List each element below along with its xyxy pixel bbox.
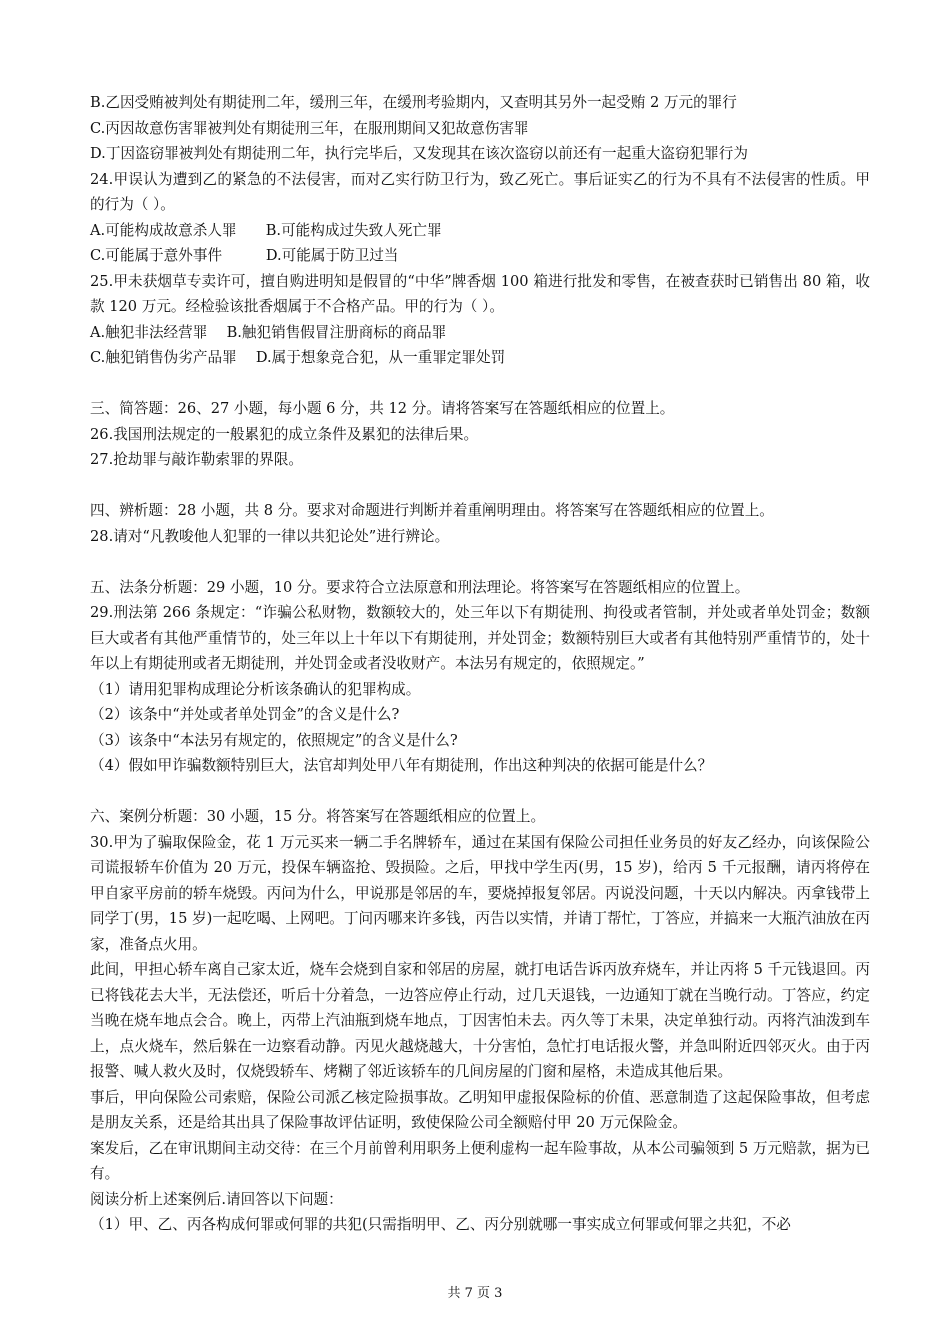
q29-statute-text: 29.刑法第 266 条规定：“诈骗公私财物，数额较大的，处三年以下有期徒刑、拘役或者管制，并处或者单处罚金；数额巨大或者有其他严重情节的，处三年以上十年以下有期徒刑，并处罚金；数额特别巨大或者有其他特别严重情节的，处十年以上有期徒刑或者无期徒刑，并处罚金或者没收财产。本法另有规定的，依照规定。”	[90, 604, 870, 672]
q29-sub1: （1）请用犯罪构成理论分析该条确认的犯罪构成。	[90, 680, 421, 698]
q23-option-c: C.丙因故意伤害罪被判处有期徒刑三年，在服刑期间又犯故意伤害罪	[90, 119, 529, 137]
q24-stem: 24.甲误认为遭到乙的紧急的不法侵害，而对乙实行防卫行为，致乙死亡。事后证实乙的行为不具有不法侵害的性质。甲的行为（ ）。	[90, 170, 870, 213]
q29-sub3: （3）该条中“本法另有规定的，依照规定”的含义是什么?	[90, 731, 458, 749]
q23-option-d: D.丁因盗窃罪被判处有期徒刑二年，执行完毕后，又发现其在该次盗窃以前还有一起重大盗窃犯罪行为	[90, 145, 748, 162]
section4-heading: 四、辨析题：28 小题，共 8 分。要求对命题进行判断并着重阐明理由。将答案写在答题纸相应的位置上。	[90, 502, 774, 519]
section6-heading: 六、案例分析题：30 小题，15 分。将答案写在答题纸相应的位置上。	[90, 808, 546, 825]
spacer	[90, 549, 870, 575]
section5-heading: 五、法条分析题：29 小题，10 分。要求符合立法原意和刑法理论。将答案写在答题纸相应的位置上。	[90, 578, 750, 596]
q25-options-ab: A.触犯非法经营罪 B.触犯销售假冒注册商标的商品罪	[90, 323, 447, 341]
q30-question-1: （1）甲、乙、丙各构成何罪或何罪的共犯(只需指明甲、乙、丙分别就哪一事实成立何罪或何罪之共犯，不必	[90, 1216, 791, 1233]
q26-text: 26.我国刑法规定的一般累犯的成立条件及累犯的法律后果。	[90, 425, 479, 443]
q25-stem: 25.甲未获烟草专卖许可，擅自购进明知是假冒的“中华”牌香烟 100 箱进行批发和零售，在被查获时已销售出 80 箱，收款 120 万元。经检验该批香烟属于不合格产品。甲的行为（ ）。	[90, 272, 870, 315]
q23-option-b: B.乙因受贿被判处有期徒刑二年，缓刑三年，在缓刑考验期内，又查明其另外一起受贿 2 万元的罪行	[90, 94, 737, 111]
q25-options-cd: C.触犯销售伪劣产品罪 D.属于想象竞合犯，从一重罪定罪处罚	[90, 349, 506, 366]
q27-text: 27.抢劫罪与敲诈勒索罪的界限。	[90, 451, 303, 468]
spacer	[90, 473, 870, 499]
q30-paragraph-5: 阅读分析上述案例后.请回答以下问题：	[90, 1190, 343, 1208]
spacer	[90, 779, 870, 805]
q30-paragraph-4: 案发后，乙在审讯期间主动交待：在三个月前曾利用职务上便利虚构一起车险事故，从本公司骗领到 5 万元赔款，据为已有。	[90, 1139, 870, 1182]
q30-paragraph-2: 此间，甲担心轿车离自己家太近，烧车会烧到自家和邻居的房屋，就打电话告诉丙放弃烧车，并让丙将 5 千元钱退回。丙已将钱花去大半，无法偿还，听后十分着急，一边答应停止行动，过几天退钱，一边通知丁就在当晚行动。丁答应，约定当晚在烧车地点会合。晚上，丙带上汽油瓶到烧车地点，丁因害怕未去。丙久等丁未果，决定单独行动。丙将汽油泼到车上，点火烧车，然后躲在一边察看动静。丙见火越烧越大，十分害怕，急忙打电话报火警，并急叫附近四邻灭火。由于丙报警、喊人救火及时，仅烧毁轿车、烤糊了邻近该轿车的几间房屋的门窗和屋格，未造成其他后果。	[90, 961, 870, 1080]
q28-text: 28.请对“凡教唆他人犯罪的一律以共犯论处”进行辨论。	[90, 527, 450, 545]
exam-page-body	[90, 90, 870, 1238]
q24-options-cd: C.可能属于意外事件 D.可能属于防卫过当	[90, 247, 399, 264]
q29-sub4: （4）假如甲诈骗数额特别巨大，法官却判处甲八年有期徒刑，作出这种判决的依据可能是什么？	[90, 757, 713, 774]
section3-heading: 三、简答题：26、27 小题，每小题 6 分，共 12 分。请将答案写在答题纸相应的位置上。	[90, 400, 675, 417]
q30-paragraph-1: 30.甲为了骗取保险金，花 1 万元买来一辆二手名牌轿车，通过在某国有保险公司担任业务员的好友乙经办，向该保险公司谎报轿车价值为 20 万元，投保车辆盗抢、毁损险。之后，甲找中学生丙(男，15 岁)，给丙 5 千元报酬，请丙将停在甲自家平房前的轿车烧毁。丙问为什么，甲说那是邻居的车，要烧掉报复邻居。丙说没问题，十天以内解决。丙拿钱带上同学丁(男，15 岁)一起吃喝、上网吧。丁问丙哪来许多钱，丙告以实情，并请丁帮忙，丁答应，并搞来一大瓶汽油放在丙家，准备点火用。	[90, 833, 870, 953]
q24-options-ab: A.可能构成故意杀人罪 B.可能构成过失致人死亡罪	[90, 221, 442, 239]
page-footer: 共 7 页 3	[447, 1286, 503, 1301]
q30-paragraph-3: 事后，甲向保险公司索赔，保险公司派乙核定险损事故。乙明知甲虚报保险标的价值、恶意制造了这起保险事故，但考虑是朋友关系，还是给其出具了保险事故评估证明，致使保险公司全额赔付甲 20 万元保险金。	[90, 1088, 870, 1131]
q29-sub2: （2）该条中“并处或者单处罚金”的含义是什么?	[90, 706, 400, 723]
spacer	[90, 371, 870, 397]
